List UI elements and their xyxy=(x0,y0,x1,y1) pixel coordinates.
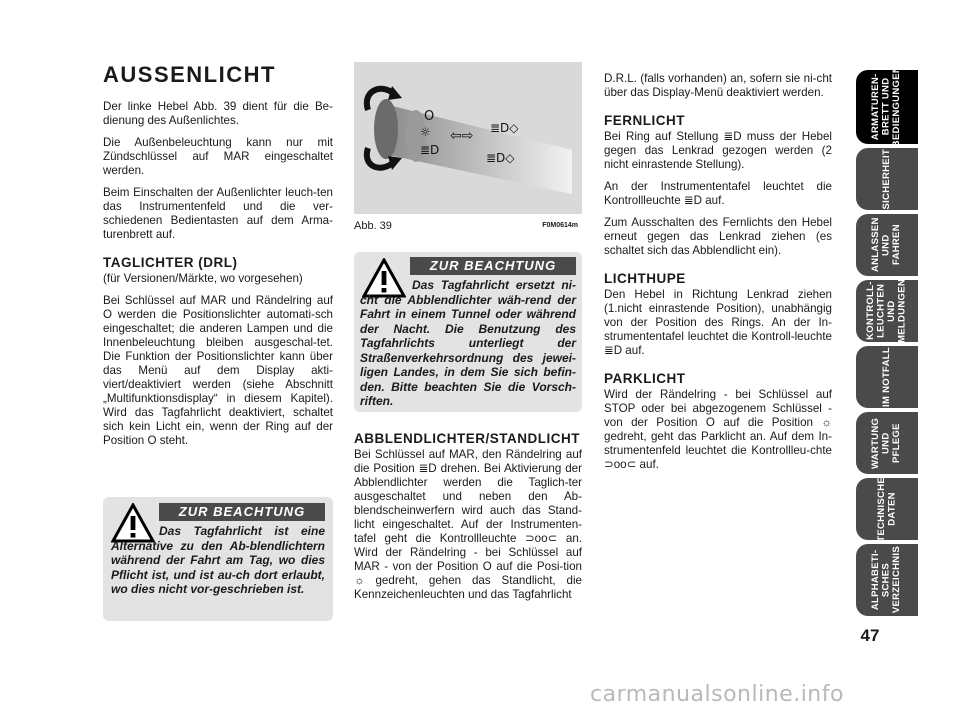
paragraph: Bei Schlüssel auf MAR und Rändelring auf O werden die Positionslichter automati-sch eingeschaltet; die anderen Lampen und die Innenbeleuchtung bleiben ausgeschal-tet. Die Funktion der Positionslichter kann über das Menü auf dem Display akti-viert/deaktiviert werden (siehe Abschnitt „Multifunktionsdisplay“ in diesem Kapitel). Wird das Tagfahrlicht deaktiviert, schaltet sich kein Licht ein, wenn der Ring auf der Position O steht. xyxy=(103,294,333,447)
watermark: carmanualsonline.info xyxy=(590,682,844,707)
section-heading-parklicht: PARKLICHT xyxy=(604,371,686,386)
warning-box xyxy=(103,497,333,621)
svg-text:☼: ☼ xyxy=(420,125,431,139)
svg-text:≣D◇: ≣D◇ xyxy=(486,151,515,165)
svg-text:⇦⇨: ⇦⇨ xyxy=(450,128,474,144)
paragraph: Die Außenbeleuchtung kann nur mit Zündschlüssel auf MAR eingeschaltet werden. xyxy=(103,136,333,177)
tab-wartung-und-pflege[interactable]: WARTUNG UND PFLEGE xyxy=(856,412,918,474)
section-heading-fernlicht: FERNLICHT xyxy=(604,113,685,128)
figure-label: Abb. 39 xyxy=(354,220,392,232)
page-number: 47 xyxy=(860,626,880,645)
section-heading-abblendlichter: ABBLENDLICHTER/STANDLICHT xyxy=(354,431,580,446)
paragraph: Wird der Rändelring - bei Schlüssel auf STOP oder bei abgezogenem Schlüssel - von der Position O auf die Position ☼ gedreht, geht das Parklicht an. Auf dem In-strumentenfeld leuchtet die Kontrollleu-chte ⊃oo⊂ auf. xyxy=(604,388,832,471)
column-left xyxy=(103,62,333,456)
figure-caption xyxy=(354,220,582,232)
svg-text:≣D: ≣D xyxy=(420,143,440,157)
lever-illustration xyxy=(354,62,582,214)
page-title: AUSSENLICHT xyxy=(103,62,276,87)
warning-header: ZUR BEACHTUNG xyxy=(410,257,576,275)
warning-box xyxy=(354,252,582,412)
tab-sicherheit[interactable]: SICHERHEIT xyxy=(856,148,918,210)
section-heading-lichthupe: LICHTHUPE xyxy=(604,271,686,286)
paragraph: An der Instrumententafel leuchtet die Kontrollleuchte ≣D auf. xyxy=(604,180,832,207)
paragraph: Den Hebel in Richtung Lenkrad ziehen (1.nicht einrastende Position), unabhängig von der Position des Rings. An der In-strumententafel leuchtet die Kontroll-leuchte ≣D auf. xyxy=(604,288,832,357)
tab-im-notfall[interactable]: IM NOTFALL xyxy=(856,346,918,408)
warning-text: Das Tagfahrlicht ersetzt ni-cht die Abblendlichter wäh-rend der Fahrt in einem Tunnel oder während der Nacht. Die Benutzung des Tagfahrlichts unterliegt der Straßenverkehrsordnung des jewei-ligen Landes, in dem Sie sich befin-den. Bitte beachten Sie die Vorsch-riften. xyxy=(360,278,576,408)
column-right xyxy=(604,72,832,480)
tab-technische-daten[interactable]: TECHNISCHE DATEN xyxy=(856,478,918,540)
svg-text:O: O xyxy=(424,109,435,124)
section-subtitle: (für Versionen/Märkte, wo vorgesehen) xyxy=(103,272,303,285)
column-middle xyxy=(354,432,582,610)
figure-light-switch-lever xyxy=(354,62,582,214)
tab-anlassen-und-fahren[interactable]: ANLASSEN UND FAHREN xyxy=(856,214,918,276)
paragraph: Zum Ausschalten des Fernlichts den Hebel erneut gegen das Lenkrad ziehen (es schaltet sich das Abblendlicht ein). xyxy=(604,216,832,257)
figure-code: F0M0614m xyxy=(542,222,578,229)
warning-header: ZUR BEACHTUNG xyxy=(159,503,325,521)
paragraph: D.R.L. (falls vorhanden) an, sofern sie ni-cht über das Display-Menü deaktiviert werden. xyxy=(604,72,832,99)
tab-armaturenbrett[interactable]: ARMATUREN- BRETT UND BEDIENGUNGEN xyxy=(856,70,918,144)
section-heading-drl: TAGLICHTER (DRL) xyxy=(103,255,238,270)
paragraph: Bei Schlüssel auf MAR, den Rändelring auf die Position ≣D drehen. Bei Aktivierung der Abblendlichter werden die Taglich-ter ausgeschaltet und neben den Ab-blendscheinwerfern wird auch das Stand-licht eingeschaltet. Auf der Instrumenten-tafel geht die Kontrollleuchte ⊃oo⊂ an. Wird der Rändelring - bei Schlüssel auf MAR - von der Position O auf die Posi-tion ☼ gedreht, gehen das Standlicht, die Kennzeichenleuchten und das Tagfahrlicht xyxy=(354,448,582,601)
tab-alphabetisches-verzeichnis[interactable]: ALPHABETI- SCHES VERZEICHNIS xyxy=(856,544,918,616)
warning-text: Das Tagfahrlicht ist eine Alternative zu den Ab-blendlichtern während der Fahrt am Tag, wo dies Pflicht ist, und ist au-ch dort erlaubt, wo dies nicht vor-geschrieben ist. xyxy=(111,524,325,596)
svg-text:≣D◇: ≣D◇ xyxy=(490,121,519,135)
paragraph: Der linke Hebel Abb. 39 dient für die Be-dienung des Außenlichtes. xyxy=(103,100,333,127)
paragraph: Bei Ring auf Stellung ≣D muss der Hebel gegen das Lenkrad gezogen werden (2 nicht einrastende Stellung). xyxy=(604,130,832,171)
tab-kontrollleuchten[interactable]: KONTROLL- LEUCHTEN UND MELDUNGEN xyxy=(856,280,918,342)
paragraph: Beim Einschalten der Außenlichter leuch-ten das Instrumentenfeld und die ver-schiedenen Bedientasten auf dem Arma-turenbrett auf. xyxy=(103,186,333,241)
